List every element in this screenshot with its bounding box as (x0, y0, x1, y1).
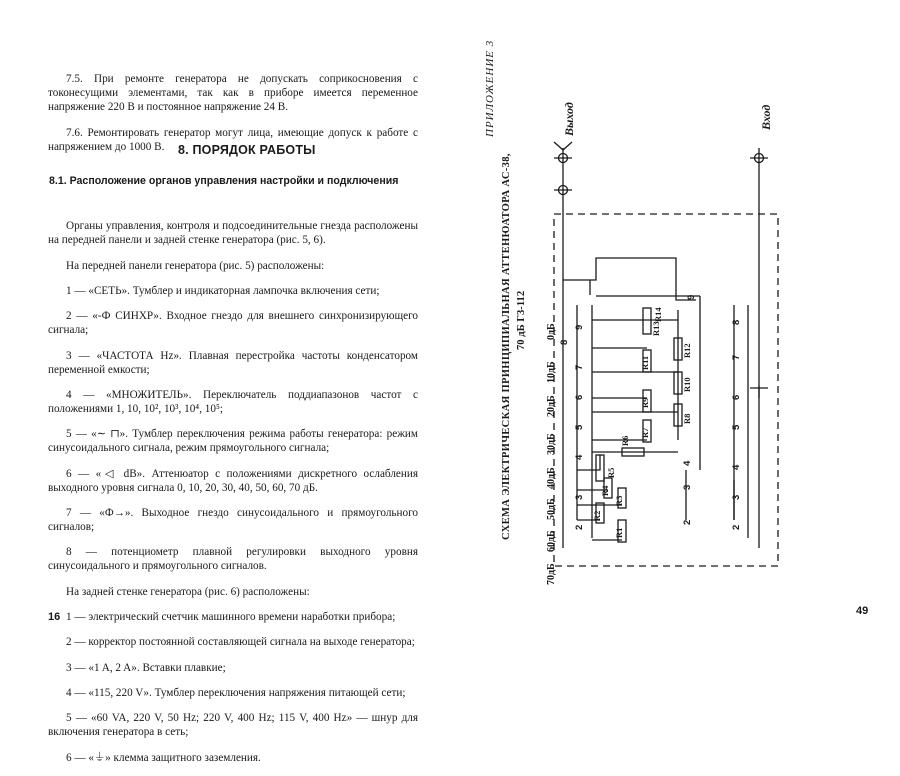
paragraph-7-6: 7.6. Ремонтировать генератор могут лица, имеющие допуск к работе с напряжением до 1000 В. (48, 126, 418, 153)
resistor-label: R13 (651, 321, 661, 336)
resistor-label: R8 (682, 413, 692, 424)
resistor-label: R12 (682, 343, 692, 358)
back-item: 1 — электрический счетчик машинного времени наработки прибора; (66, 611, 396, 624)
shield-boundary (554, 214, 778, 566)
contact-number: 6 (731, 394, 742, 400)
output-label: Выход (562, 102, 576, 136)
front-item: 7 — «Ф→». Выходное гнездо синусоидального и прямоугольного сигналов; (48, 507, 418, 534)
contact-number: 9 (686, 294, 697, 300)
db-label: 10дБ (546, 361, 557, 383)
resistor-label: R10 (682, 377, 692, 392)
contact-number: 3 (574, 494, 585, 500)
intro-paragraph: Органы управления, контроля и подсоединительные гнезда расположены на передней панели и задней стенке генератора (рис. 5, 6). (48, 220, 418, 247)
db-label: 50дБ (546, 498, 557, 520)
front-item: 6 — «◁ dB». Аттенюатор с положениями дискретного ослабления выходного уровня сигнала 0, 10, 20, 30, 40, 50, 60, 70 дБ. (48, 467, 418, 494)
back-item: 5 — «60 VA, 220 V, 50 Hz; 220 V, 400 Hz; 115 V, 400 Hz» — шнур для включения генератора в сеть; (48, 712, 418, 739)
resistor-label: R1 (614, 527, 624, 538)
back-item: 3 — «1 A, 2 A». Вставки плавкие; (66, 661, 226, 674)
body-text (48, 208, 418, 776)
appendix-label: ПРИЛОЖЕНИЕ 3 (484, 39, 496, 137)
front-item: 8 — потенциометр плавной регулировки выходного уровня синусоидального и прямоугольного сигналов. (48, 546, 418, 573)
page-number-left: 16 (48, 611, 61, 623)
back-item: 6 — «⏚» клемма защитного заземления. (66, 751, 261, 764)
resistor-label: R11 (640, 355, 650, 370)
front-item: 3 — «ЧАСТОТА Hz». Плавная перестройка частоты конденсатором переменной емкости; (48, 349, 418, 376)
resistor-label: R3 (614, 495, 624, 506)
db-label: 40дБ (546, 467, 557, 489)
contact-number: 7 (574, 364, 585, 370)
front-item: 5 — «∼ ⊓». Тумблер переключения режима работы генератора: режим синусоидального сигнала, режим прямоугольного сигнала; (48, 428, 418, 455)
resistor-label: R7 (640, 427, 650, 438)
resistor-label: R9 (640, 397, 650, 408)
contact-number: 5 (731, 424, 742, 430)
input-label: Вход (759, 104, 773, 130)
contact-number: 3 (682, 484, 693, 490)
paragraph-7-5: 7.5. При ремонте генератора не допускать соприкосновения с токонесущими элементами, так как в приборе имеется переменное напряжение 220 В и постоянное напряжение 24 В. (48, 73, 418, 114)
resistor-r14 (643, 308, 651, 334)
contact-number: 3 (731, 494, 742, 500)
db-label: 0дБ (546, 323, 557, 340)
db-label: 30дБ (546, 433, 557, 455)
contact-number: 4 (574, 454, 585, 460)
left-page (0, 0, 450, 764)
resistor-label: R2 (592, 510, 602, 521)
attenuator-schematic (450, 0, 900, 679)
contact-number: 8 (731, 319, 742, 325)
resistor-label: R6 (620, 435, 630, 446)
resistor-label: R14 (653, 307, 663, 322)
front-item: 1 — «СЕТЬ». Тумблер и индикаторная лампочка включения сети; (66, 284, 380, 297)
db-label: 60дБ (546, 530, 557, 552)
contact-number: 4 (731, 464, 742, 470)
back-panel-intro: На задней стенке генератора (рис. 6) расположены: (66, 585, 310, 598)
front-panel-intro: На передней панели генератора (рис. 5) расположены: (66, 259, 325, 272)
contact-number: 6 (574, 394, 585, 400)
subsection-title: 8.1. Расположение органов управления настройки и подключения (49, 175, 399, 187)
contact-number: 4 (682, 460, 693, 466)
right-page (450, 0, 900, 679)
section-title: 8. ПОРЯДОК РАБОТЫ (178, 143, 316, 157)
front-item: 2 — «-Ф СИНХР». Входное гнездо для внешнего синхронизирующего сигнала; (48, 310, 418, 337)
back-item: 2 — корректор постоянной составляющей сигнала на выходе генератора; (66, 636, 415, 649)
db-label: 70дБ (546, 563, 557, 585)
contact-number: 5 (574, 424, 585, 430)
resistor-label: R5 (606, 467, 616, 478)
page-number-right: 49 (856, 605, 869, 617)
contact-number: 2 (682, 519, 693, 525)
back-item: 4 — «115, 220 V». Тумблер переключения напряжения питающей сети; (66, 686, 406, 699)
contact-number: 8 (559, 339, 570, 345)
db-label: 20дБ (546, 395, 557, 417)
contact-number: 7 (731, 354, 742, 360)
resistor-label: R4 (600, 485, 610, 496)
contact-number: 2 (574, 524, 585, 530)
schematic-caption-line1: СХЕМА ЭЛЕКТРИЧЕСКАЯ ПРИНЦИПИАЛЬНАЯ АТТЕНЮАТОРА АС-38, (501, 153, 512, 540)
schematic-caption-line2: 70 дБ Г3-112 (516, 290, 527, 350)
contact-number: 2 (731, 524, 742, 530)
front-item: 4 — «МНОЖИТЕЛЬ». Переключатель поддиапазонов частот с положениями 1, 10, 10², 10³, 10⁴, 10⁵; (48, 388, 418, 415)
contact-number: 9 (574, 324, 585, 330)
